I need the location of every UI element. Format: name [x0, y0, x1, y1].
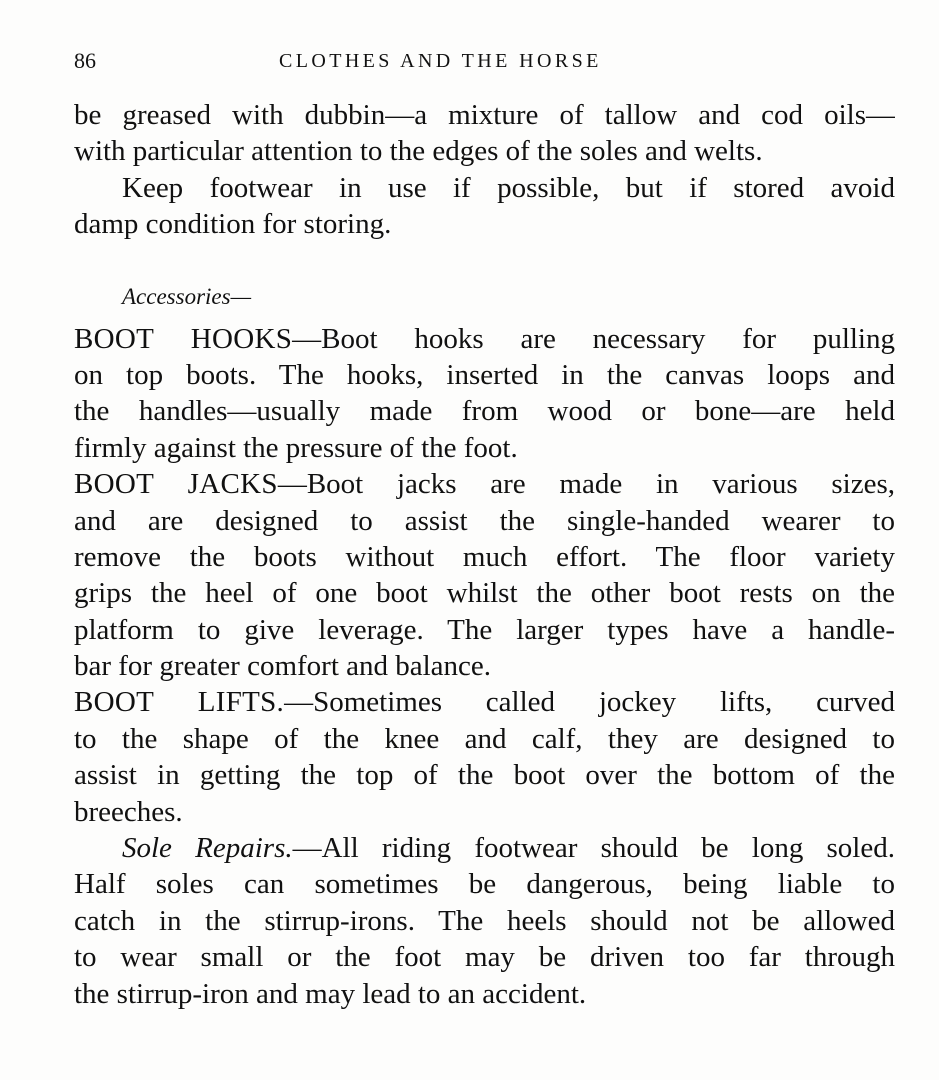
text-line: to the shape of the knee and calf, they are designed to	[74, 722, 895, 755]
text-line: the handles—usually made from wood or bone—are held	[74, 395, 895, 428]
text-line: Half soles can sometimes be dangerous, being liable to	[74, 868, 895, 901]
text-line: with particular attention to the edges of the soles and welts.	[74, 135, 763, 168]
entry-text: —Boot jacks are made in various sizes,	[277, 468, 895, 501]
paragraph-dubbin	[74, 97, 895, 170]
page-body	[74, 97, 895, 1012]
text-line: on top boots. The hooks, inserted in the canvas loops and	[74, 358, 895, 391]
text-line: and are designed to assist the single-handed wearer to	[74, 504, 895, 537]
text-line: remove the boots without much effort. The floor variety	[74, 540, 895, 573]
paragraph-spacing	[74, 243, 895, 279]
text-line: to wear small or the foot may be driven too far through	[74, 941, 895, 974]
paragraph-storage	[74, 170, 895, 243]
entry-text: —Boot hooks are necessary for pulling	[292, 322, 895, 355]
entry-first-line	[74, 466, 895, 502]
entry-term: BOOT LIFTS.	[74, 686, 285, 719]
text-line: bar for greater comfort and balance.	[74, 650, 492, 683]
text-line: be greased with dubbin—a mixture of tallow and cod oils—	[74, 99, 895, 131]
text-line: platform to give leverage. The larger types have a handle-	[74, 613, 895, 646]
entry-text: —Sometimes called jockey lifts, curved	[284, 686, 895, 719]
text-line: breeches.	[74, 795, 183, 828]
entry-first-line	[74, 321, 895, 357]
text-line: damp condition for storing.	[74, 208, 392, 241]
entry-term: Sole Repairs.	[122, 832, 293, 865]
entry-boot-hooks	[74, 321, 895, 467]
text-line: Keep footwear in use if possible, but if stored avoid	[122, 171, 895, 204]
entry-text: —All riding footwear should be long soled.	[292, 832, 895, 865]
entry-boot-lifts	[74, 684, 895, 830]
text-line: catch in the stirrup-irons. The heels should not be allowed	[74, 904, 895, 937]
page-number: 86	[74, 48, 96, 73]
entry-first-line	[74, 684, 895, 720]
running-title: CLOTHES AND THE HORSE	[279, 50, 602, 72]
text-line: the stirrup-iron and may lead to an accident.	[74, 977, 587, 1010]
entry-term: BOOT HOOKS	[74, 322, 293, 355]
text-line: firmly against the pressure of the foot.	[74, 431, 518, 464]
entry-first-line	[74, 830, 895, 866]
section-heading: Accessories—	[122, 283, 252, 309]
entry-boot-jacks	[74, 466, 895, 684]
entry-sole-repairs	[74, 830, 895, 1012]
text-line: assist in getting the top of the boot over the bottom of the	[74, 759, 895, 792]
text-line: grips the heel of one boot whilst the other boot rests on the	[74, 577, 895, 610]
running-head	[74, 44, 894, 78]
entry-term: BOOT JACKS	[74, 468, 278, 501]
